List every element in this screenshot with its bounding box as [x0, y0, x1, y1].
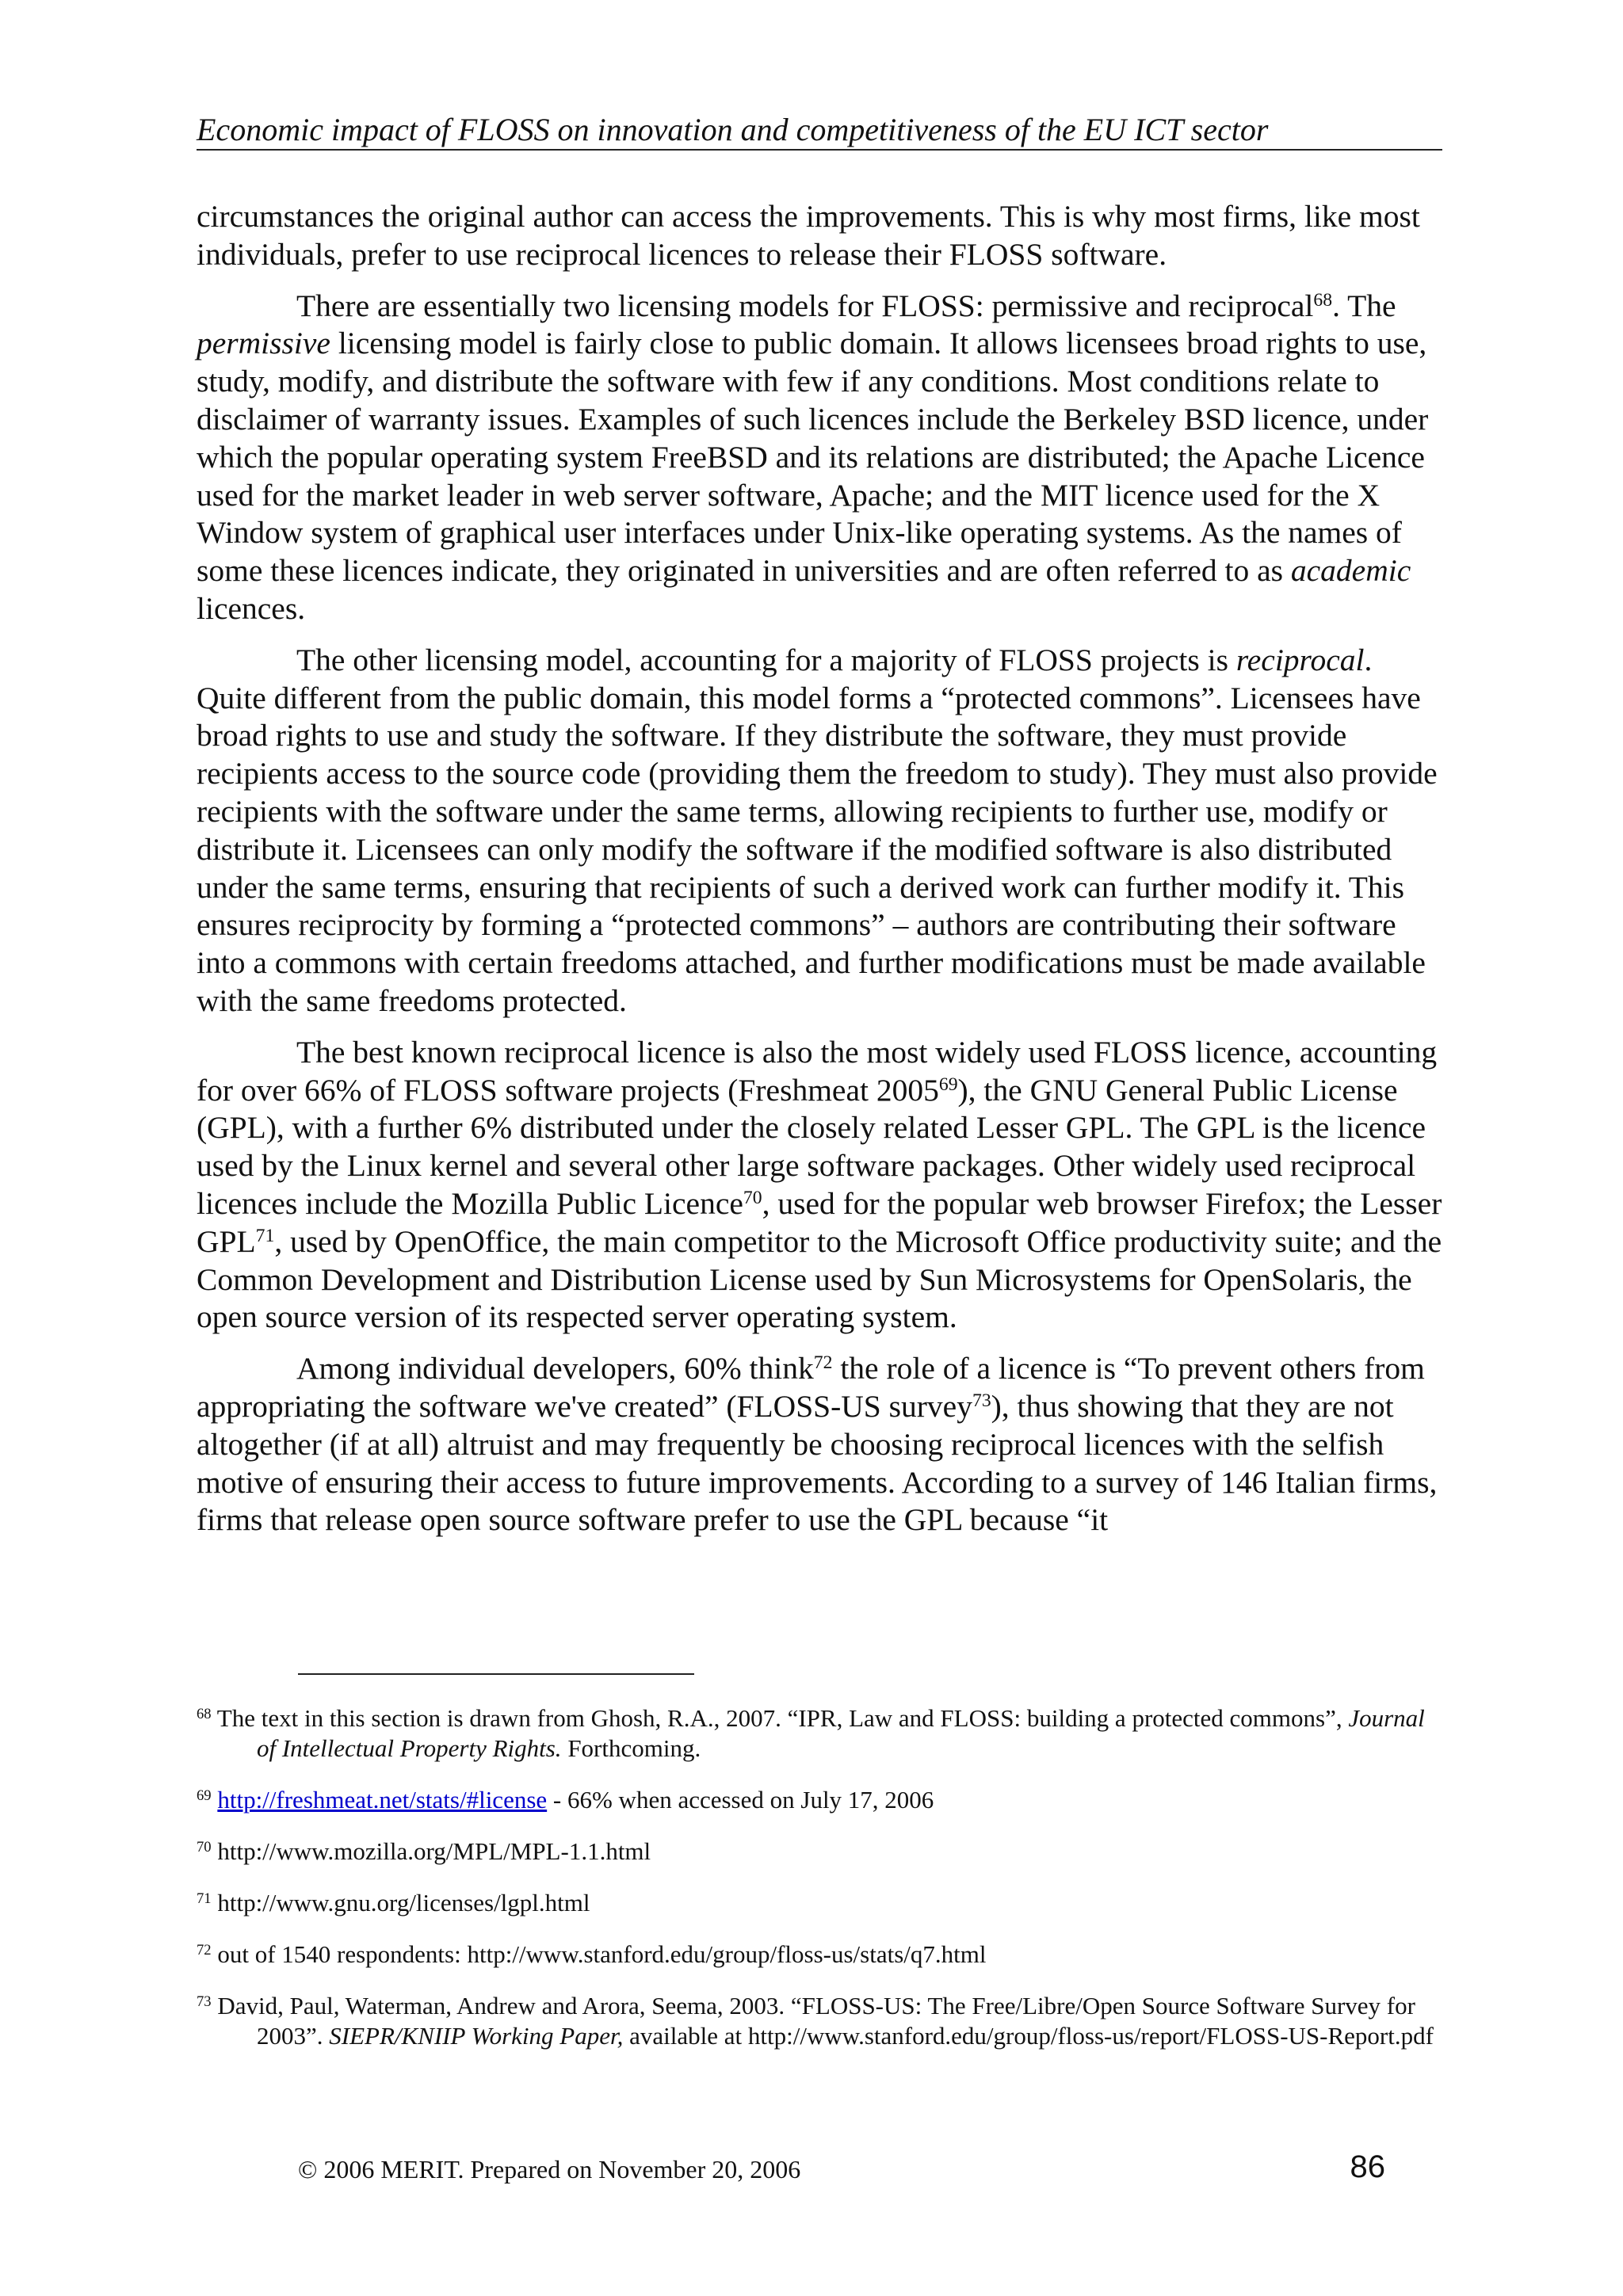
- footnote-text: http://www.gnu.org/licenses/lgpl.html: [211, 1889, 590, 1917]
- footnote-72: [197, 1939, 1442, 1970]
- emphasis-reciprocal: reciprocal: [1235, 642, 1365, 677]
- footnote-71: [197, 1888, 1442, 1918]
- footnote-number: 71: [197, 1890, 212, 1907]
- footnote-70: [197, 1836, 1442, 1867]
- freshmeat-link[interactable]: http://freshmeat.net/stats/#license: [217, 1786, 548, 1814]
- footnote-ref-71[interactable]: 71: [255, 1225, 275, 1246]
- paragraph-5-text: the role of a licence is “To prevent others from appropriating the software we've created” (FLOSS-US survey: [197, 1351, 1425, 1424]
- footnote-73: [197, 1991, 1442, 2051]
- paragraph-4: [197, 1034, 1442, 1337]
- paragraph-1-text: circumstances the original author can access the improvements. This is why most firms, like most individuals, prefer to use reciprocal licences to release their FLOSS software.: [197, 199, 1420, 272]
- footnote-ref-68[interactable]: 68: [1313, 289, 1333, 311]
- footnote-number: 73: [197, 1993, 212, 2010]
- paragraph-4-text: , used by OpenOffice, the main competitor to the Microsoft Office productivity suite; and the Common Development and Distribution License used by Sun Microsystems for OpenSolaris, the open source version of its respected server operating system.: [197, 1223, 1442, 1335]
- paragraph-2-text: There are essentially two licensing models for FLOSS: permissive and reciprocal: [296, 288, 1314, 323]
- paragraph-3-text: The other licensing model, accounting for a majority of FLOSS projects is: [296, 642, 1236, 677]
- paragraph-5-text: Among individual developers, 60% think: [296, 1351, 814, 1386]
- footnote-69: [197, 1785, 1442, 1815]
- footnote-number: 72: [197, 1941, 212, 1958]
- footnote-number: 70: [197, 1838, 212, 1855]
- footnote-ref-72[interactable]: 72: [813, 1352, 833, 1374]
- paragraph-2-text: . The: [1332, 288, 1396, 323]
- paragraph-3: [197, 642, 1442, 1020]
- paragraph-1: [197, 198, 1442, 274]
- footnote-number: 68: [197, 1705, 212, 1722]
- footnote-text: available at http://www.stanford.edu/group/floss-us/report/FLOSS-US-Report.pdf: [623, 2022, 1434, 2050]
- paragraph-4-text: ), the GNU General Public License (GPL), with a further 6% distributed under the closely related Lesser GPL. The GPL is the licence used by the Linux kernel and several other large software packages. Other widely used reciprocal licences include the Mozilla Public Licence: [197, 1072, 1426, 1221]
- footnote-working-paper: SIEPR/KNIIP Working Paper,: [329, 2022, 624, 2050]
- paragraph-5-text: ), thus showing that they are not altogether (if at all) altruist and may frequently be choosing reciprocal licences with the selfish motive of ensuring their access to future improvements. According to a survey of 146 Italian firms, firms that release open source software prefer to use the GPL because “it: [197, 1388, 1438, 1538]
- footnote-text: Forthcoming.: [561, 1734, 701, 1762]
- footnote-journal: Journal of Intellectual Property Rights.: [257, 1704, 1425, 1762]
- paragraph-4-text: , used for the popular web browser Firefox; the Lesser GPL: [197, 1185, 1442, 1259]
- footnotes: [197, 1703, 1442, 2073]
- footnote-text: out of 1540 respondents: http://www.stanford.edu/group/floss-us/stats/q7.html: [211, 1940, 987, 1968]
- footnote-number: 69: [197, 1787, 212, 1804]
- footer-copyright: © 2006 MERIT. Prepared on November 20, 2006: [298, 2155, 801, 2183]
- footnote-text: The text in this section is drawn from Ghosh, R.A., 2007. “IPR, Law and FLOSS: building a protected commons”,: [211, 1704, 1349, 1732]
- header-title: Economic impact of FLOSS on innovation and competitiveness of the EU ICT sector: [197, 112, 1269, 147]
- emphasis-permissive: permissive: [197, 326, 330, 361]
- footnote-text: - 66% when accessed on July 17, 2006: [547, 1786, 934, 1814]
- paragraph-3-text: . Quite different from the public domain, this model forms a “protected commons”. Licensees have broad rights to use and study the software. If they distribute the software, they must provide recipients access to the source code (providing them the freedom to study). They must also provide recipients with the software under the same terms, allowing recipients to further use, modify or distribute it. Licensees can only modify the software if the modified software is also distributed under the same terms, ensuring that recipients of such a derived work can further modify it. This ensures reciprocity by forming a “protected commons” – authors are contributing their software into a commons with certain freedoms attached, and further modifications must be made available with the same freedoms protected.: [197, 642, 1438, 1018]
- footnote-ref-73[interactable]: 73: [972, 1390, 991, 1411]
- main-text: [197, 198, 1442, 1553]
- paragraph-2-text: licences.: [197, 590, 306, 626]
- footnote-separator: [298, 1673, 694, 1675]
- footnote-text: David, Paul, Waterman, Andrew and Arora, Seema, 2003. “FLOSS-US: The Free/Libre/Open Source Software Survey for 2003”.: [211, 1992, 1415, 2050]
- footnote-ref-70[interactable]: 70: [743, 1187, 762, 1208]
- paragraph-4-text: The best known reciprocal licence is also the most widely used FLOSS licence, accounting for over 66% of FLOSS software projects (Freshmeat 2005: [197, 1034, 1438, 1108]
- paragraph-2: [197, 288, 1442, 628]
- footnote-text: http://www.mozilla.org/MPL/MPL-1.1.html: [211, 1837, 651, 1865]
- paragraph-2-text: licensing model is fairly close to public domain. It allows licensees broad rights to use, study, modify, and distribute the software with few if any conditions. Most conditions relate to disclaimer of warranty issues. Examples of such licences include the Berkeley BSD licence, under which the popular operating system FreeBSD and its relations are distributed; the Apache Licence used for the market leader in web server software, Apache; and the MIT licence used for the X Window system of graphical user interfaces under Unix-like operating systems. As the names of some these licences indicate, they originated in universities and are often referred to as: [197, 326, 1429, 589]
- footnote-ref-69[interactable]: 69: [938, 1074, 958, 1095]
- page-number: 86: [1350, 2149, 1385, 2184]
- emphasis-academic: academic: [1290, 553, 1411, 589]
- paragraph-5: [197, 1350, 1442, 1539]
- running-header: [197, 111, 1442, 151]
- footnote-68: [197, 1703, 1442, 1764]
